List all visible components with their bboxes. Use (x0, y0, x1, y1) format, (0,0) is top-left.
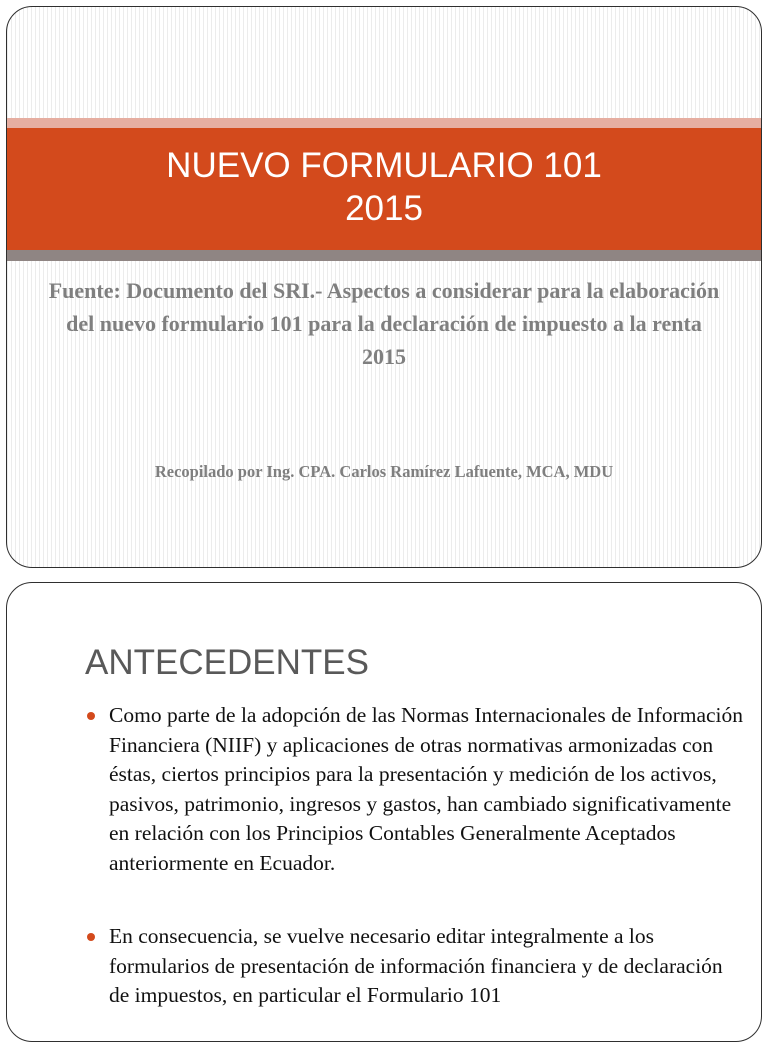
title-slide (6, 6, 762, 568)
slide-subtitle: Fuente: Documento del SRI.- Aspectos a considerar para la elaboración del nuevo formulario 101 para la declaración de impuesto a la renta 2015 (48, 278, 720, 369)
slide-title-line-1: NUEVO FORMULARIO 101 (166, 146, 602, 185)
bullet-dot-icon (87, 712, 95, 720)
bullet-text: En consecuencia, se vuelve necesario editar integralmente a los formularios de presentación de información financiera y de declaración de impuestos, en particular el Formulario 101 (109, 924, 723, 1007)
bullet-text: Como parte de la adopción de las Normas Internacionales de Información Financiera (NIIF) y aplicaciones de otras normativas armonizadas con éstas, ciertos principios para la presentación y medición de los activos, pasivos, patrimonio, ingresos y gastos, han cambiado significativamente en relación con los Principios Contables Generalmente Aceptados anteriormente en Ecuador. (109, 703, 744, 875)
bullet-item (85, 701, 745, 878)
title-band-top-stripe (7, 118, 761, 128)
section-heading: ANTECEDENTES (85, 643, 369, 682)
bullet-list (85, 701, 745, 1011)
title-band-bottom-stripe (7, 250, 761, 261)
bullet-dot-icon (87, 933, 95, 941)
slide-title (7, 144, 761, 230)
bullet-item (85, 922, 745, 1011)
content-slide (6, 582, 762, 1042)
slide-title-line-2: 2015 (345, 189, 423, 228)
author-credit: Recopilado por Ing. CPA. Carlos Ramírez Lafuente, MCA, MDU (154, 462, 614, 481)
